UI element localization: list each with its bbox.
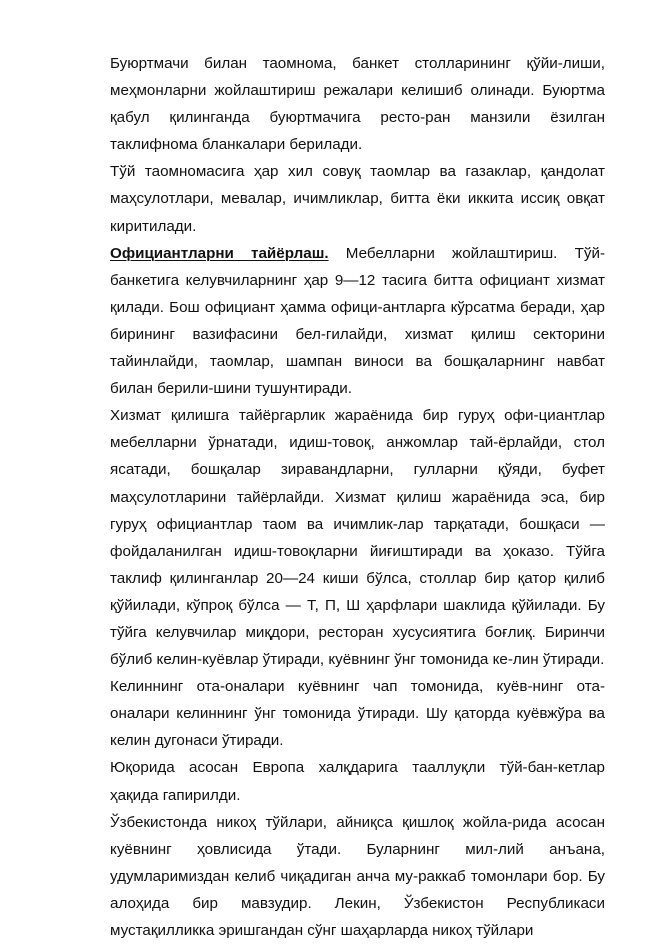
paragraph-4 — [110, 402, 605, 673]
section-heading: Официантларни тайёрлаш. — [110, 244, 329, 262]
paragraph-text: Келиннинг ота-оналари куёвнинг чап томонида, куёв-нинг ота-оналари келиннинг ўнг томонида ўтиради. Шу қаторда куёвжўра ва келин дугонаси ўтиради. — [110, 678, 605, 750]
paragraph-text: Хизмат қилишга тайёргарлик жараёнида бир гуруҳ офи-циантлар мебелларни ўрнатади, идиш-товоқ, анжомлар тай-ёрлайди, стол ясатади, бошқалар зиравандларни, гулларни қўяди, буфет маҳсулотларини тайёрлайди. Хизмат қилиш жараёнида эса, бир гуруҳ официантлар таом ва ичимлик-лар тарқатади, бошқаси — фойдаланилган идиш-товоқларни йиғиштиради ва ҳоказо. Тўйга таклиф қилинганлар 20—24 киши бўлса, столлар бир қатор қилиб қўйилади, кўпроқ бўлса — Т, П, Ш ҳарфлари шаклида қўйилади. Бу тўйга келувчилар миқдори, ресторан хусусиятига боғлиқ. Биринчи бўлиб келин-куёвлар ўтиради, куёвнинг ўнг томонида ке-лин ўтиради. — [110, 407, 605, 669]
paragraph-3 — [110, 240, 605, 403]
paragraph-5 — [110, 673, 605, 754]
paragraph-text: Ўзбекистонда никоҳ тўйлари, айниқса қишлоқ жойла-рида асосан куёвнинг ҳовлисида ўтади. Буларнинг мил-лий анъана, удумларимиздан келиб чиқадиган анча му-раккаб томонлари бор. Бу алоҳида бир мавзудир. Лекин, Ўзбекистон Республикаси мустақилликка эришгандан сўнг шаҳарларда никоҳ тўйлари — [110, 813, 605, 939]
paragraph-text: Юқорида асосан Европа халқдарига тааллуқли тўй-бан-кетлар ҳақида гапирилди. — [110, 759, 605, 804]
paragraph-7 — [110, 809, 605, 944]
paragraph-6 — [110, 754, 605, 808]
paragraph-text: Буюртмачи билан таомнома, банкет столларининг қўйи-лиши, меҳмонларни жойлаштириш режалари келишиб олинади. Буюртма қабул қилинганда буюртмачига ресто-ран манзили ёзилган таклифнома бланкалари берилади. — [110, 55, 605, 154]
paragraph-text: Тўй таомномасига ҳар хил совуқ таомлар ва газаклар, қандолат маҳсулотлари, мевалар, ичимликлар, битта ёки иккита иссиқ овқат киритилади. — [110, 163, 605, 235]
paragraph-2 — [110, 158, 605, 239]
document-body — [110, 50, 605, 944]
paragraph-1 — [110, 50, 605, 158]
paragraph-text: Мебелларни жойлаштириш. Тўй-банкетига келувчиларнинг ҳар 9—12 тасига битта официант хизмат қилади. Бош официант ҳамма офици-антларга кўрсатма беради, ҳар бирининг вазифасини бел-гилайди, хизмат қилиш секторини тайинлайди, таомлар, шампан виноси ва бошқаларнинг навбат билан берили-шини тушунтиради. — [110, 244, 606, 398]
